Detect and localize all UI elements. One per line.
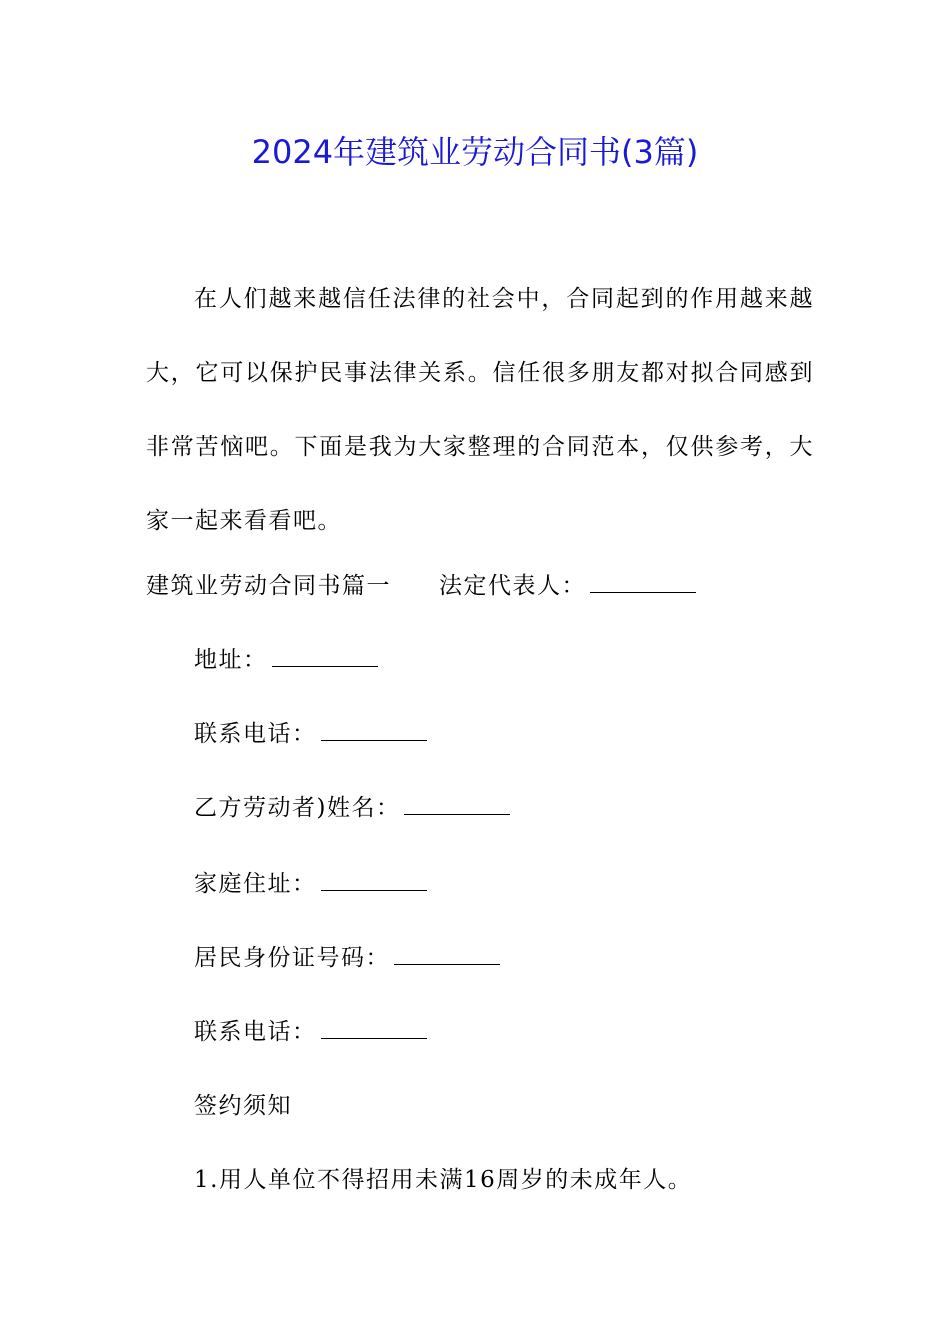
address-label: 地址： bbox=[194, 647, 268, 673]
address-blank bbox=[272, 642, 378, 667]
notice-item-1: 1.用人单位不得招用未满16周岁的未成年人。 bbox=[194, 1167, 693, 1193]
legal-rep-blank bbox=[590, 568, 696, 593]
intro-paragraph: 在人们越来越信任法律的社会中，合同起到的作用越来越大，它可以保护民事法律关系。信任很多朋友都对拟合同感到非常苦恼吧。下面是我为大家整理的合同范本，仅供参考，大家一起来看看吧。 bbox=[146, 286, 814, 534]
phone-b-label: 联系电话： bbox=[194, 1019, 317, 1045]
id-number-label: 居民身份证号码： bbox=[194, 945, 390, 971]
party-b-name-line bbox=[194, 788, 510, 828]
section-heading: 建筑业劳动合同书篇一 bbox=[146, 573, 391, 599]
notice-heading: 签约须知 bbox=[194, 1093, 292, 1119]
phone-b-line bbox=[194, 1012, 427, 1052]
address-line bbox=[194, 640, 378, 680]
home-address-label: 家庭住址： bbox=[194, 871, 317, 897]
legal-rep-label: 法定代表人： bbox=[439, 573, 586, 599]
phone-b-blank bbox=[321, 1014, 427, 1039]
id-number-blank bbox=[394, 940, 500, 965]
phone-a-line bbox=[194, 714, 427, 754]
legal-rep-line bbox=[146, 566, 696, 606]
party-b-name-blank bbox=[404, 790, 510, 815]
document-title: 2024年建筑业劳动合同书(3篇) bbox=[251, 133, 699, 171]
id-number-line bbox=[194, 938, 500, 978]
phone-a-label: 联系电话： bbox=[194, 721, 317, 747]
home-address-blank bbox=[321, 866, 427, 891]
phone-a-blank bbox=[321, 716, 427, 741]
party-b-name-label: 乙方劳动者)姓名： bbox=[194, 795, 401, 821]
home-address-line bbox=[194, 864, 427, 904]
